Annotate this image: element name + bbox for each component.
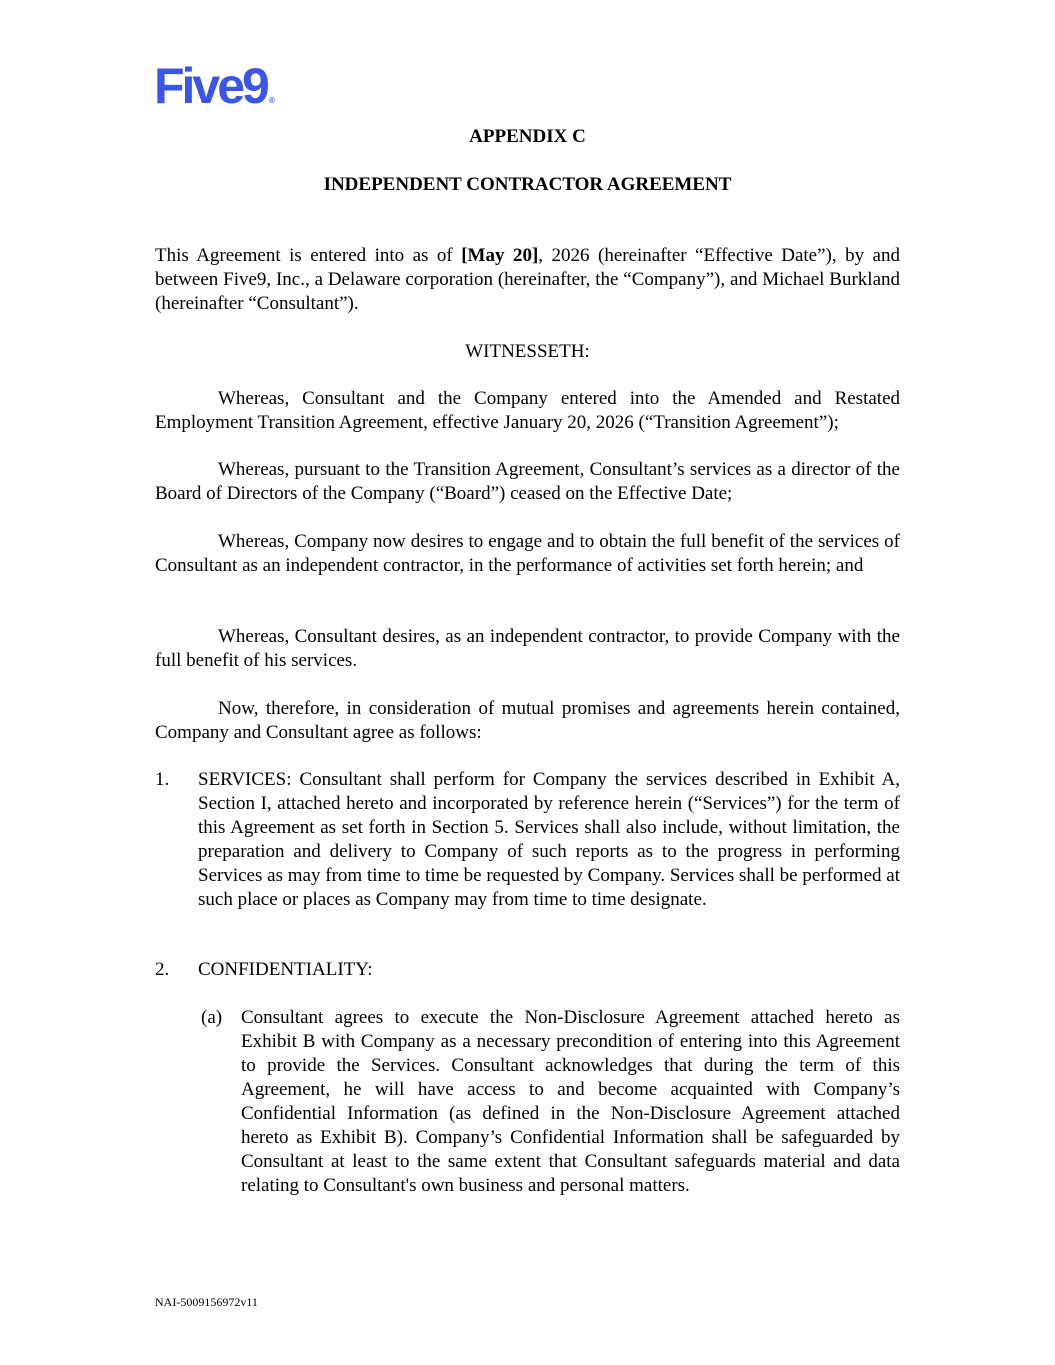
intro-before: This Agreement is entered into as of [155,245,462,266]
logo-registered-mark: ® [268,96,275,105]
section-2-confidentiality: CONFIDENTIALITY: [198,959,373,980]
recital-4: Whereas, Consultant desires, as an independent contractor, to provide Company with the full benefit of his services. [155,626,900,671]
intro-after: , 2026 (hereinafter “Effective Date”), by and between Five9, Inc., a Delaware corporation (hereinafter, the “Company”), and Michael Burkland (hereinafter “Consultant”). [155,245,900,314]
logo-text: Five9 [154,58,267,114]
appendix-heading: APPENDIX C [469,126,586,147]
recital-2: Whereas, pursuant to the Transition Agreement, Consultant’s services as a director of the Board of Directors of the Company (“Board”) ceased on the Effective Date; [155,459,900,504]
witnesseth-heading: WITNESSETH: [465,341,590,362]
intro-paragraph [155,244,900,316]
section-2-number: 2. [155,959,170,980]
subsection-a-text: Consultant agrees to execute the Non-Disclosure Agreement attached hereto as Exhibit B with Company as a necessary precondition of entering into this Agreement to provide the Services. Consultant acknowledges that during the term of this Agreement, he will have access to and become acquainted with Company’s Confidential Information (as defined in the Non-Disclosure Agreement attached hereto as Exhibit B). Company’s Confidential Information shall be safeguarded by Consultant at least to the same extent that Consultant safeguards material and data relating to Consultant's own business and personal matters. [241,1007,900,1196]
recital-1: Whereas, Consultant and the Company entered into the Amended and Restated Employment Transition Agreement, effective January 20, 2026 (“Transition Agreement”); [155,388,900,433]
recital-3: Whereas, Company now desires to engage and to obtain the full benefit of the services of Consultant as an independent contractor, in the performance of activities set forth herein; and [155,531,900,576]
subsection-a-label: (a) [201,1007,223,1028]
recital-5: Now, therefore, in consideration of mutual promises and agreements herein contained, Company and Consultant agree as follows: [155,698,900,743]
section-1-number: 1. [155,769,170,790]
five9-logo [154,58,275,129]
document-footer-id: NAI-5009156972v11 [155,1295,258,1309]
section-1-services: SERVICES: Consultant shall perform for Company the services described in Exhibit A, Section I, attached hereto and incorporated by reference herein (“Services”) for the term of this Agreement as set forth in Section 5. Services shall also include, without limitation, the preparation and delivery to Company of such reports as to the progress in performing Services as may from time to time be requested by Company. Services shall be performed at such place or places as Company may from time to time designate. [198,769,900,910]
intro-date: [May 20] [461,245,539,266]
agreement-title: INDEPENDENT CONTRACTOR AGREEMENT [323,174,732,195]
